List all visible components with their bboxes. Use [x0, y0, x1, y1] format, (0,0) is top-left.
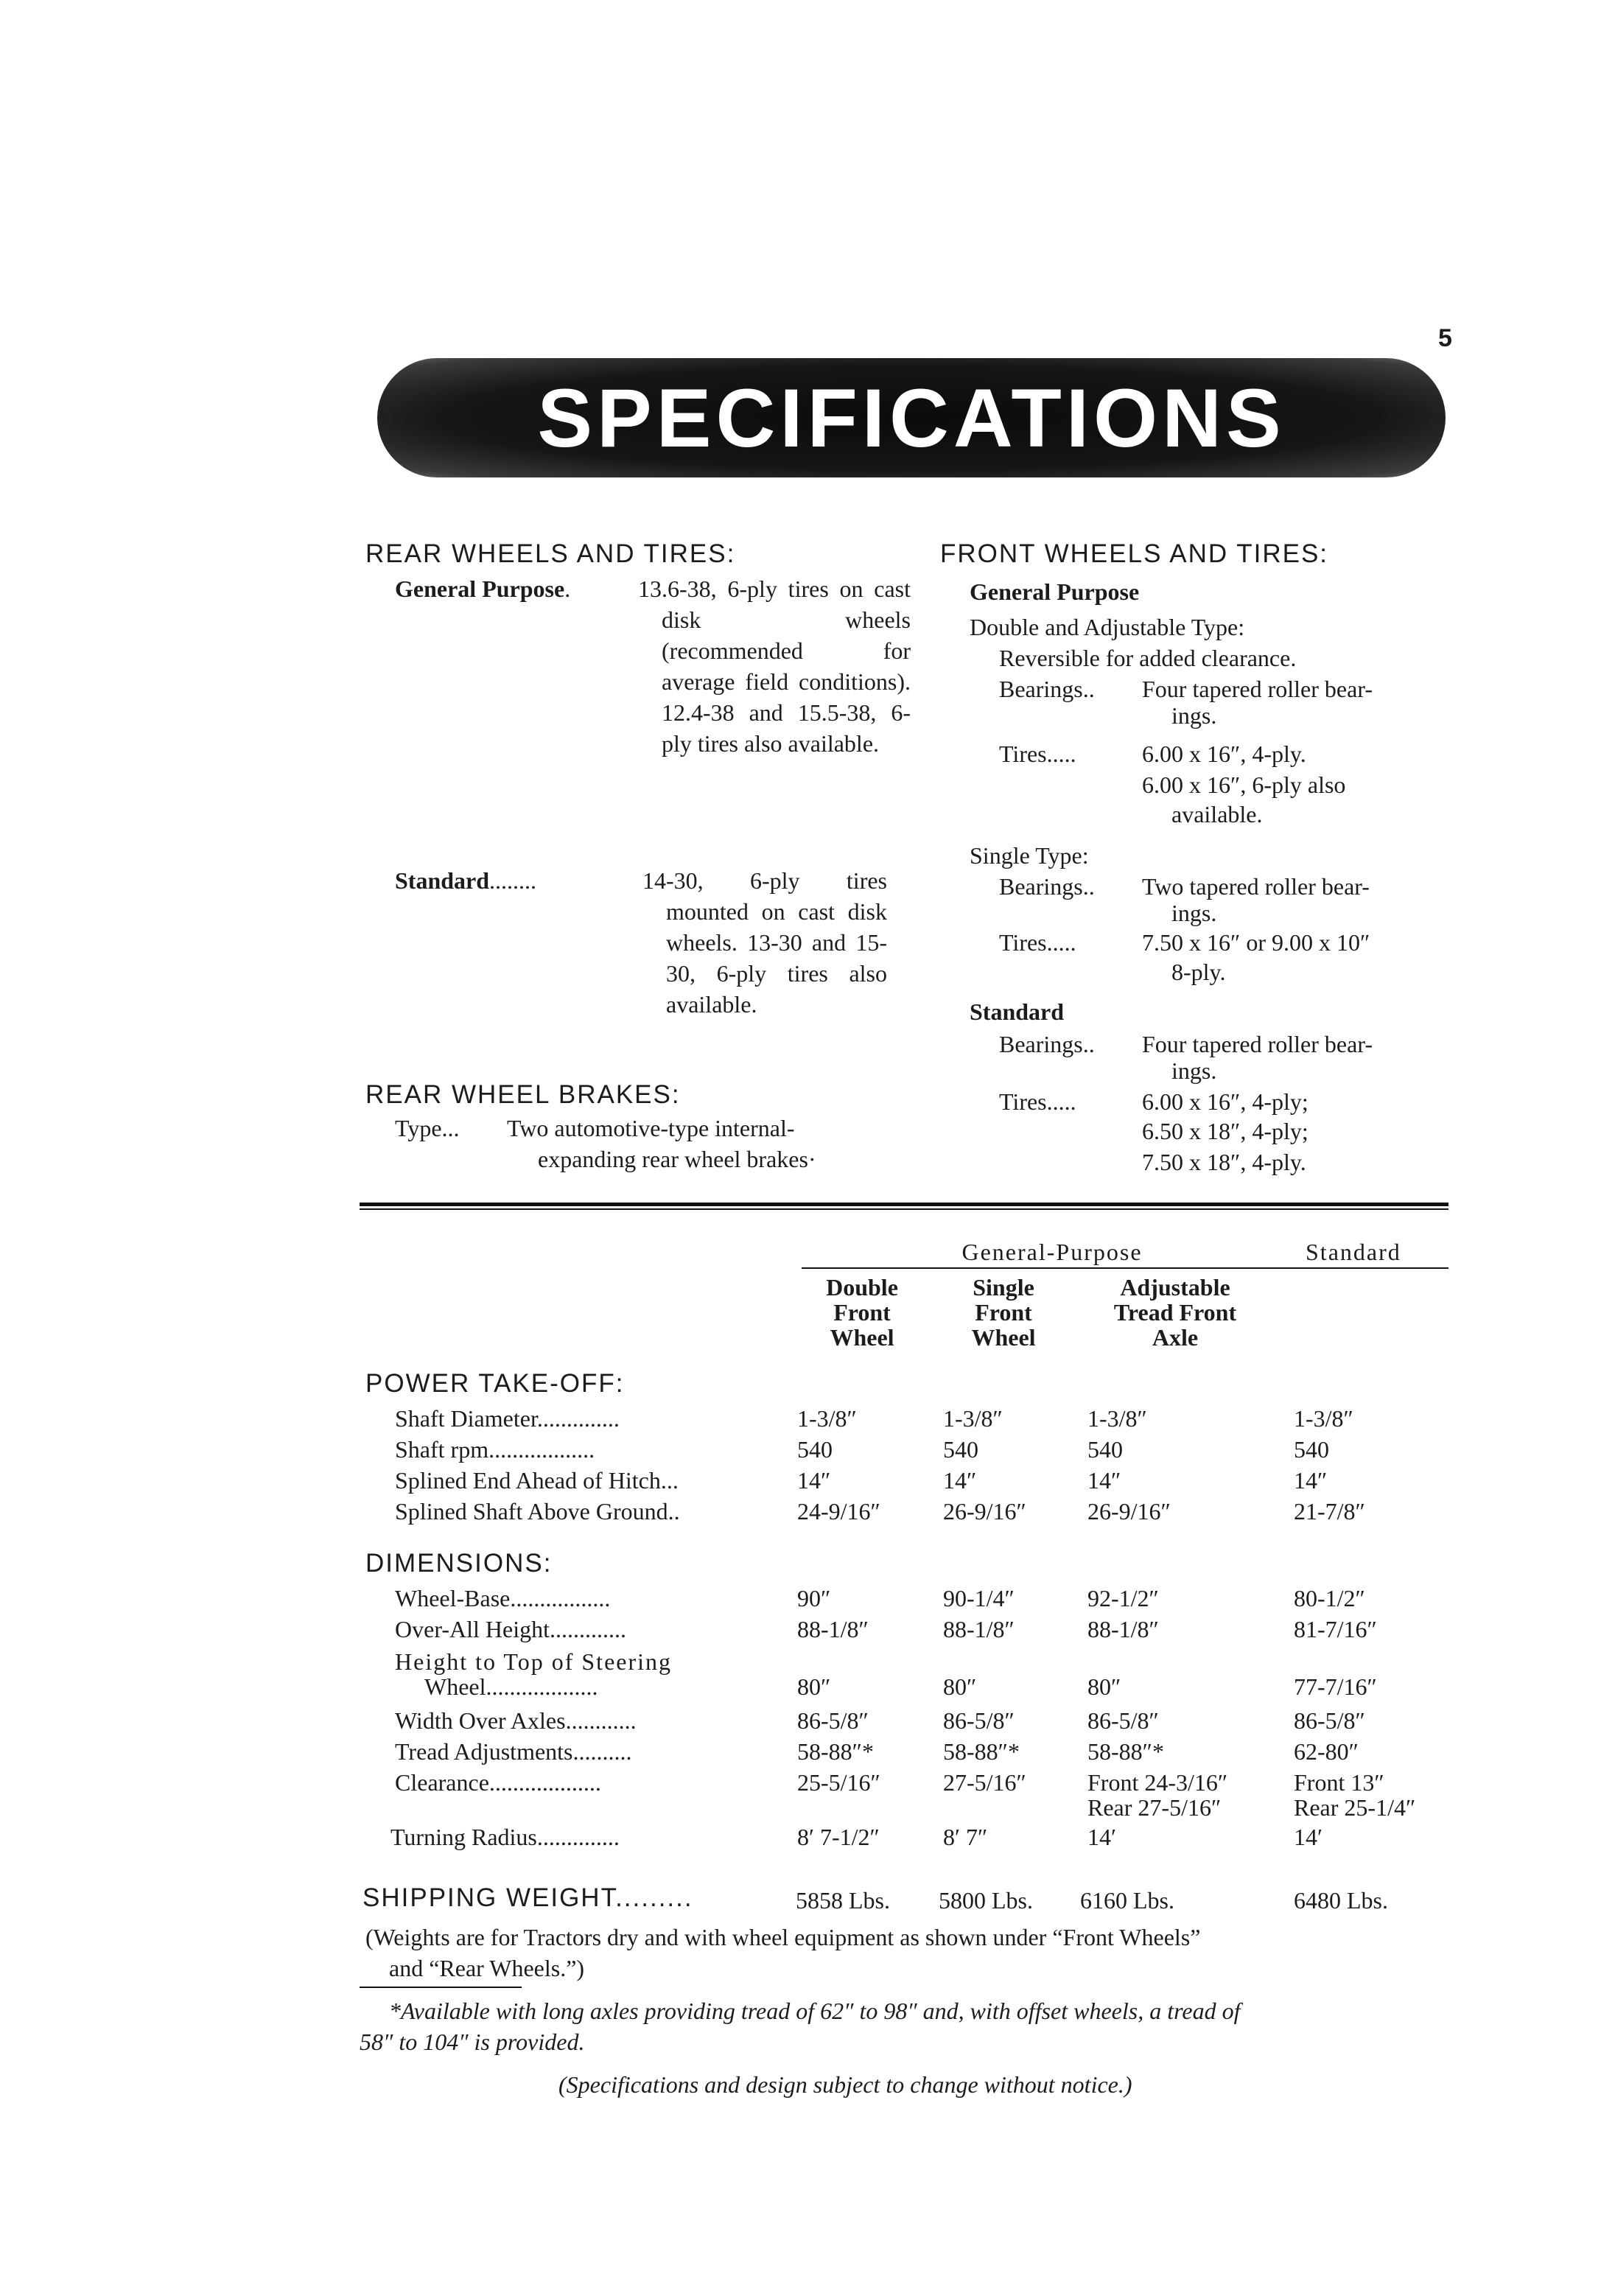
row-label: Tread Adjustments.......... [395, 1738, 632, 1765]
cell-standard: 6480 Lbs. [1294, 1887, 1388, 1914]
gp-tires-3: available. [1171, 801, 1263, 827]
cell-double: 88-1/8″ [797, 1616, 869, 1642]
rear-standard-label: Standard........ [395, 867, 537, 894]
row-label-steering-2: Wheel................... [424, 1673, 598, 1700]
cell-single: 1-3/8″ [943, 1405, 1003, 1432]
header-standard: Standard [1306, 1239, 1401, 1265]
std-bearings-2: ings. [1171, 1057, 1217, 1084]
shipping-weight-label: SHIPPING WEIGHT......... [362, 1883, 693, 1912]
gp-tires-label: Tires..... [999, 741, 1076, 767]
front-double-adjustable: Double and Adjustable Type: [970, 614, 1245, 640]
header-general-purpose: General-Purpose [961, 1239, 1143, 1265]
brakes-type-label: Type... [395, 1115, 460, 1141]
single-tires-1: 7.50 x 16″ or 9.00 x 10″ [1142, 929, 1370, 956]
weights-note-1: (Weights are for Tractors dry and with wheel equipment as shown under “Front Wheels” [365, 1924, 1201, 1950]
row-label-turning: Turning Radius.............. [390, 1824, 620, 1850]
row-label: Shaft Diameter.............. [395, 1405, 620, 1432]
pto-heading: POWER TAKE-OFF: [365, 1369, 625, 1398]
single-tires-label: Tires..... [999, 929, 1076, 956]
cell-adjustable-rear: Rear 27-5/16″ [1087, 1794, 1222, 1821]
rear-wheels-heading: REAR WHEELS AND TIRES: [365, 539, 736, 568]
cell-standard: 1-3/8″ [1294, 1405, 1353, 1432]
cell-adjustable: Front 24-3/16″ [1087, 1769, 1228, 1796]
cell-standard-rear: Rear 25-1/4″ [1294, 1794, 1416, 1821]
single-bearings-1: Two tapered roller bear- [1142, 873, 1370, 900]
cell-adjustable: 92-1/2″ [1087, 1585, 1159, 1611]
single-bearings-2: ings. [1171, 900, 1217, 926]
cell-standard: 14″ [1294, 1467, 1328, 1494]
col-single-front-wheel: Single Front Wheel [971, 1274, 1036, 1351]
row-label: Over-All Height............. [395, 1616, 626, 1642]
std-tires-label: Tires..... [999, 1088, 1076, 1115]
row-label: Wheel-Base................. [395, 1585, 611, 1611]
cell-single: 5800 Lbs. [939, 1887, 1033, 1914]
cell-single: 26-9/16″ [943, 1498, 1026, 1525]
rear-brakes-heading: REAR WHEEL BRAKES: [365, 1080, 681, 1109]
row-label: Width Over Axles............ [395, 1707, 637, 1734]
row-label-clearance: Clearance................... [395, 1769, 601, 1796]
cell-double: 540 [797, 1436, 833, 1463]
std-tires-1: 6.00 x 16″, 4-ply; [1142, 1088, 1309, 1115]
page-number: 5 [1438, 324, 1452, 352]
cell-single: 88-1/8″ [943, 1616, 1015, 1642]
rear-standard-text: 14-30, 6-ply tires mounted on cast disk wheels. 13-30 and 15-30, 6-ply tires also available. [642, 867, 887, 1018]
row-label-steering: Height to Top of Steering [395, 1648, 673, 1675]
cell-adjustable: 14′ [1087, 1824, 1116, 1850]
section-divider-thin [360, 1208, 1448, 1210]
gp-bearings-2: ings. [1171, 702, 1217, 729]
banner-title: SPECIFICATIONS [537, 371, 1286, 464]
cell-double: 1-3/8″ [797, 1405, 857, 1432]
rear-gp-label: General Purpose. [395, 575, 571, 602]
cell-standard: 540 [1294, 1436, 1329, 1463]
brakes-type-line1: Two automotive-type internal- [507, 1115, 795, 1141]
gp-bearings-1: Four tapered roller bear- [1142, 676, 1373, 702]
std-bearings-1: Four tapered roller bear- [1142, 1031, 1373, 1057]
cell-double: 5858 Lbs. [796, 1887, 890, 1914]
cell-double: 86-5/8″ [797, 1707, 869, 1734]
cell-standard: 86-5/8″ [1294, 1707, 1365, 1734]
cell-double: 90″ [797, 1585, 831, 1611]
cell-adjustable: 14″ [1087, 1467, 1121, 1494]
cell-single: 14″ [943, 1467, 977, 1494]
cell-adjustable: 88-1/8″ [1087, 1616, 1159, 1642]
weights-note-2: and “Rear Wheels.”) [389, 1955, 585, 1981]
front-gp-label: General Purpose [970, 578, 1140, 605]
footnote-2: 58″ to 104″ is provided. [360, 2029, 585, 2055]
front-wheels-heading: FRONT WHEELS AND TIRES: [940, 539, 1329, 568]
disclaimer: (Specifications and design subject to change without notice.) [558, 2071, 1132, 2098]
cell-single: 80″ [943, 1673, 977, 1700]
cell-double: 24-9/16″ [797, 1498, 880, 1525]
std-tires-3: 7.50 x 18″, 4-ply. [1142, 1149, 1306, 1175]
cell-single: 8′ 7″ [943, 1824, 988, 1850]
cell-adjustable: 26-9/16″ [1087, 1498, 1171, 1525]
front-single-type: Single Type: [970, 842, 1089, 869]
cell-standard: 77-7/16″ [1294, 1673, 1377, 1700]
front-reversible: Reversible for added clearance. [999, 645, 1297, 671]
cell-standard: 80-1/2″ [1294, 1585, 1365, 1611]
cell-double: 25-5/16″ [797, 1769, 880, 1796]
front-standard-label: Standard [970, 998, 1065, 1025]
cell-adjustable: 6160 Lbs. [1080, 1887, 1174, 1914]
gp-tires-1: 6.00 x 16″, 4-ply. [1142, 741, 1306, 767]
cell-single: 58-88″* [943, 1738, 1020, 1765]
cell-single: 90-1/4″ [943, 1585, 1015, 1611]
single-tires-2: 8-ply. [1171, 959, 1226, 985]
cell-adjustable: 86-5/8″ [1087, 1707, 1159, 1734]
cell-standard: 21-7/8″ [1294, 1498, 1365, 1525]
row-label: Splined End Ahead of Hitch... [395, 1467, 679, 1494]
footnote-rule [360, 1987, 522, 1988]
cell-standard: Front 13″ [1294, 1769, 1384, 1796]
dimensions-heading: DIMENSIONS: [365, 1549, 553, 1578]
gp-bearings-label: Bearings.. [999, 676, 1095, 702]
cell-single: 27-5/16″ [943, 1769, 1026, 1796]
std-bearings-label: Bearings.. [999, 1031, 1095, 1057]
cell-standard: 62-80″ [1294, 1738, 1359, 1765]
section-divider [360, 1203, 1448, 1206]
cell-single: 86-5/8″ [943, 1707, 1015, 1734]
single-bearings-label: Bearings.. [999, 873, 1095, 900]
gp-tires-2: 6.00 x 16″, 6-ply also [1142, 771, 1346, 798]
cell-double: 14″ [797, 1467, 831, 1494]
footnote-1: *Available with long axles providing tread of 62″ to 98″ and, with offset wheels, a tread of [389, 1998, 1241, 2024]
std-tires-2: 6.50 x 18″, 4-ply; [1142, 1118, 1309, 1144]
cell-adjustable: 80″ [1087, 1673, 1121, 1700]
cell-adjustable: 540 [1087, 1436, 1123, 1463]
cell-standard: 81-7/16″ [1294, 1616, 1377, 1642]
brakes-type-line2: expanding rear wheel brakes· [538, 1146, 816, 1172]
cell-double: 58-88″* [797, 1738, 874, 1765]
rear-gp-text: 13.6-38, 6-ply tires on cast disk wheels (recommended for average field conditions). 12.4-38 and 15.5-38, 6-ply tires also available. [638, 575, 911, 757]
specifications-banner [377, 358, 1446, 477]
col-double-front-wheel: Double Front Wheel [826, 1274, 898, 1351]
cell-double: 80″ [797, 1673, 831, 1700]
cell-double: 8′ 7-1/2″ [797, 1824, 880, 1850]
col-adjustable-tread-front-axle: Adjustable Tread Front Axle [1113, 1274, 1237, 1351]
cell-adjustable: 1-3/8″ [1087, 1405, 1147, 1432]
cell-standard: 14′ [1294, 1824, 1323, 1850]
cell-adjustable: 58-88″* [1087, 1738, 1164, 1765]
row-label: Splined Shaft Above Ground.. [395, 1498, 680, 1525]
header-rule [802, 1267, 1448, 1269]
cell-single: 540 [943, 1436, 978, 1463]
row-label: Shaft rpm.................. [395, 1436, 595, 1463]
